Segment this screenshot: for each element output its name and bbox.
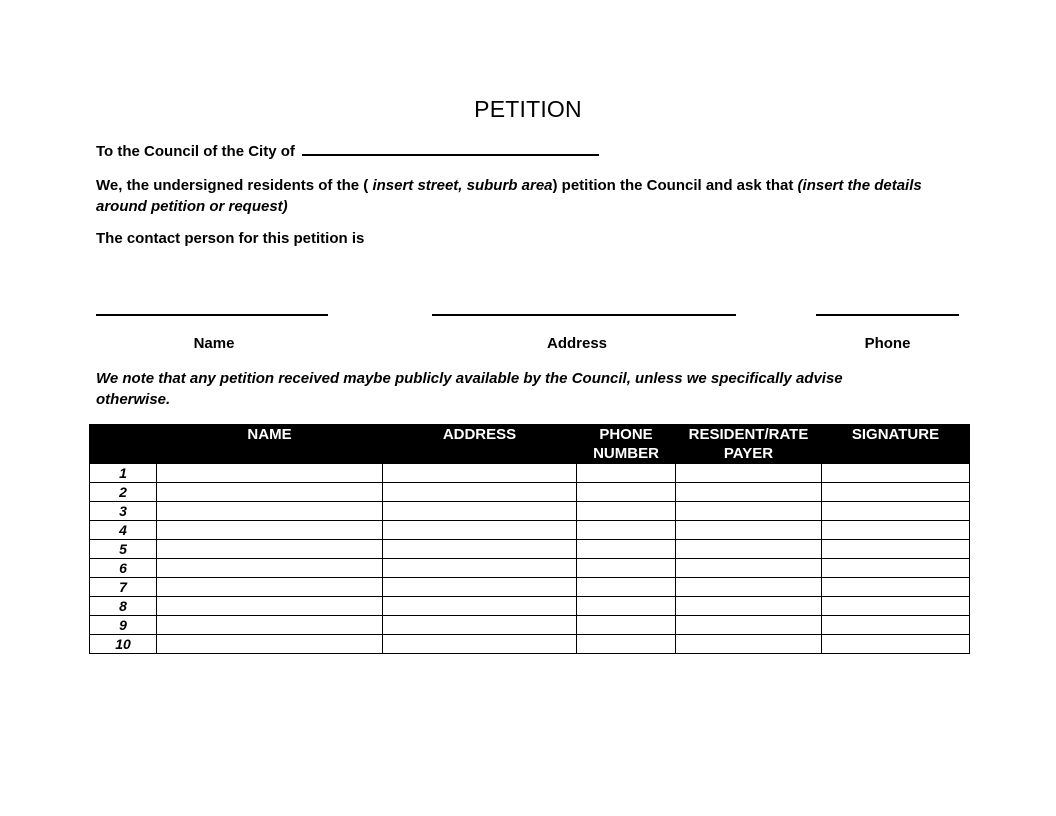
resident-cell[interactable] — [676, 597, 822, 616]
row-number: 6 — [90, 559, 157, 578]
address-cell[interactable] — [383, 597, 577, 616]
table-row — [90, 502, 970, 521]
name-cell[interactable] — [157, 578, 383, 597]
address-cell[interactable] — [383, 578, 577, 597]
name-cell[interactable] — [157, 597, 383, 616]
header-number — [90, 425, 157, 464]
table-row — [90, 464, 970, 483]
signature-cell[interactable] — [822, 616, 970, 635]
name-cell[interactable] — [157, 635, 383, 654]
signature-cell[interactable] — [822, 635, 970, 654]
resident-cell[interactable] — [676, 559, 822, 578]
signature-table — [89, 424, 970, 654]
address-blank-field[interactable] — [432, 314, 736, 316]
signature-cell[interactable] — [822, 483, 970, 502]
address-cell[interactable] — [383, 521, 577, 540]
phone-cell[interactable] — [577, 597, 676, 616]
resident-cell[interactable] — [676, 578, 822, 597]
phone-cell[interactable] — [577, 464, 676, 483]
privacy-note: We note that any petition received maybe publicly available by the Council, unless we specifically advise otherwise. — [96, 370, 843, 408]
address-cell[interactable] — [383, 502, 577, 521]
request-text-1: We, the undersigned residents of the — [96, 177, 360, 194]
page-title: PETITION — [474, 96, 582, 122]
signature-cell[interactable] — [822, 540, 970, 559]
contact-phone-label: Phone — [864, 335, 911, 352]
phone-cell[interactable] — [577, 540, 676, 559]
request-details-placeholder: (insert the details around petition or request) — [96, 177, 922, 215]
name-cell[interactable] — [157, 540, 383, 559]
row-number: 7 — [90, 578, 157, 597]
name-cell[interactable] — [157, 559, 383, 578]
table-body — [90, 464, 970, 654]
row-number: 5 — [90, 540, 157, 559]
row-number: 1 — [90, 464, 157, 483]
row-number: 3 — [90, 502, 157, 521]
address-cell[interactable] — [383, 540, 577, 559]
header-signature: SIGNATURE — [822, 425, 970, 464]
city-blank-field[interactable] — [302, 141, 599, 156]
address-cell[interactable] — [383, 635, 577, 654]
signature-cell[interactable] — [822, 521, 970, 540]
resident-cell[interactable] — [676, 502, 822, 521]
row-number: 10 — [90, 635, 157, 654]
name-blank-field[interactable] — [96, 314, 328, 316]
resident-cell[interactable] — [676, 483, 822, 502]
name-cell[interactable] — [157, 464, 383, 483]
row-number: 2 — [90, 483, 157, 502]
table-row — [90, 521, 970, 540]
header-phone-line1: PHONE — [599, 426, 653, 443]
name-cell[interactable] — [157, 483, 383, 502]
header-resident-line2: PAYER — [723, 445, 774, 462]
request-paragraph — [96, 175, 936, 217]
name-cell[interactable] — [157, 616, 383, 635]
header-phone — [577, 425, 676, 464]
phone-cell[interactable] — [577, 578, 676, 597]
council-prefix: To the Council of the City of — [96, 143, 295, 160]
phone-blank-field[interactable] — [816, 314, 959, 316]
table-row — [90, 578, 970, 597]
phone-cell[interactable] — [577, 635, 676, 654]
request-street-placeholder: insert street, suburb area — [372, 177, 553, 194]
table-header-row — [90, 425, 970, 464]
signature-cell[interactable] — [822, 559, 970, 578]
table-row — [90, 597, 970, 616]
table-row — [90, 635, 970, 654]
contact-address-label: Address — [546, 335, 608, 352]
address-cell[interactable] — [383, 559, 577, 578]
resident-cell[interactable] — [676, 540, 822, 559]
phone-cell[interactable] — [577, 616, 676, 635]
resident-cell[interactable] — [676, 635, 822, 654]
signature-cell[interactable] — [822, 502, 970, 521]
table-row — [90, 559, 970, 578]
header-address: ADDRESS — [383, 425, 577, 464]
header-phone-line2: NUMBER — [593, 445, 659, 462]
council-line — [96, 141, 599, 160]
name-cell[interactable] — [157, 502, 383, 521]
address-cell[interactable] — [383, 483, 577, 502]
phone-cell[interactable] — [577, 521, 676, 540]
resident-cell[interactable] — [676, 464, 822, 483]
signature-cell[interactable] — [822, 464, 970, 483]
phone-cell[interactable] — [577, 502, 676, 521]
address-cell[interactable] — [383, 616, 577, 635]
row-number: 8 — [90, 597, 157, 616]
resident-cell[interactable] — [676, 521, 822, 540]
row-number: 9 — [90, 616, 157, 635]
address-cell[interactable] — [383, 464, 577, 483]
header-name: NAME — [157, 425, 383, 464]
contact-name-label: Name — [193, 335, 235, 352]
phone-cell[interactable] — [577, 559, 676, 578]
table-row — [90, 540, 970, 559]
contact-line: The contact person for this petition is — [96, 230, 365, 247]
phone-cell[interactable] — [577, 483, 676, 502]
table-row — [90, 616, 970, 635]
resident-cell[interactable] — [676, 616, 822, 635]
table-row — [90, 483, 970, 502]
row-number: 4 — [90, 521, 157, 540]
signature-cell[interactable] — [822, 578, 970, 597]
signature-cell[interactable] — [822, 597, 970, 616]
request-text-2: ) petition the Council and ask that — [552, 177, 794, 194]
name-cell[interactable] — [157, 521, 383, 540]
header-resident — [676, 425, 822, 464]
header-resident-line1: RESIDENT/RATE — [688, 426, 809, 443]
request-paren-open: ( — [363, 177, 369, 194]
